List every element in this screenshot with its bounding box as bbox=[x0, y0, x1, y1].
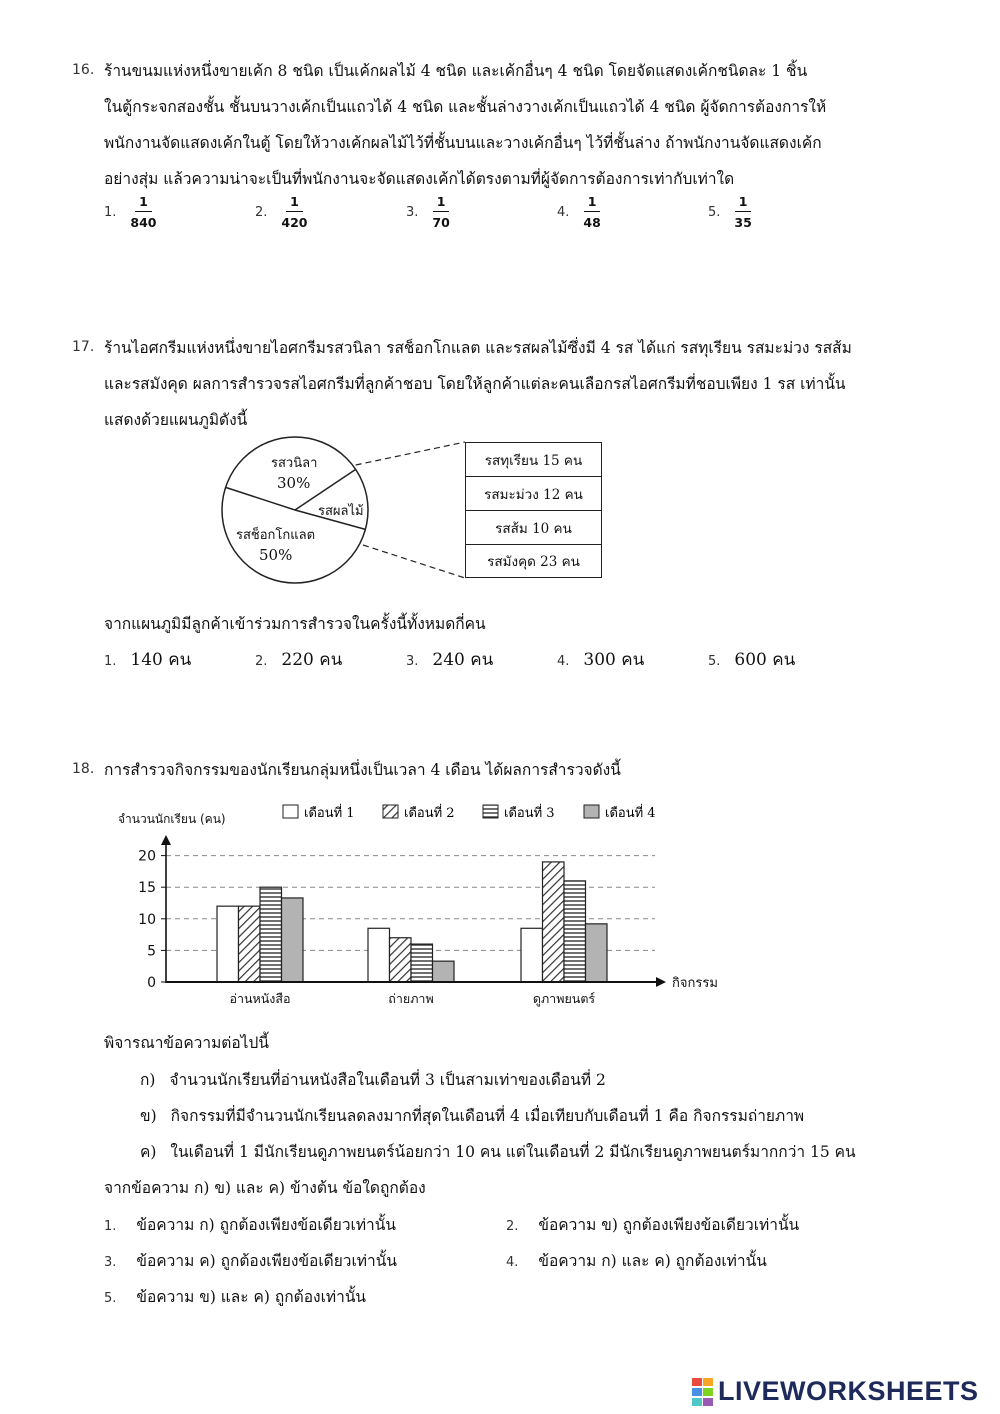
bar-3-month-3 bbox=[564, 881, 586, 982]
q16-option-4[interactable] bbox=[557, 194, 605, 230]
bar-1-month-3 bbox=[260, 887, 282, 982]
fruit-row-durian: รสทุเรียน 15 คน bbox=[466, 443, 601, 477]
statement-kho bbox=[140, 1103, 804, 1128]
q18-question: จากข้อความ ก) ข) และ ค) ข้างต้น ข้อใดถูกต้อง bbox=[104, 1179, 426, 1197]
bar-2-month-1 bbox=[368, 928, 390, 982]
fruit-breakdown-table bbox=[465, 442, 602, 578]
fraction: $\frac{1}{48}$ bbox=[583, 194, 601, 230]
q18-intro: การสำรวจกิจกรรมของนักเรียนกลุ่มหนึ่งเป็นเวลา 4 เดือน ได้ผลการสำรวจดังนี้ bbox=[104, 761, 621, 779]
pie-pct-vanilla: 30% bbox=[277, 474, 311, 492]
option-number: 1. bbox=[104, 204, 117, 220]
legend-label-month-3: เดือนที่ 3 bbox=[504, 806, 555, 821]
chart-legend bbox=[283, 804, 656, 821]
y-tick-label: 20 bbox=[138, 848, 156, 865]
statement-label: ค) bbox=[140, 1143, 157, 1161]
q18-option-2[interactable] bbox=[506, 1212, 799, 1237]
fraction: $\frac{1}{70}$ bbox=[432, 194, 450, 230]
option-text: ข้อความ ค) ถูกต้องเพียงข้อเดียวเท่านั้น bbox=[136, 1252, 397, 1270]
bar-2-month-4 bbox=[433, 961, 455, 982]
option-number: 2. bbox=[255, 204, 268, 220]
bar-1-month-4 bbox=[282, 898, 304, 982]
fruit-row-mango: รสมะม่วง 12 คน bbox=[466, 477, 601, 511]
q16-line-2: ในตู้กระจกสองชั้น ชั้นบนวางเค้กเป็นแถวได้ 4 ชนิด และชั้นล่างวางเค้กเป็นแถวได้ 4 ชนิด ผู้จัดการต้องการให้ bbox=[104, 98, 827, 116]
y-tick-label: 15 bbox=[138, 880, 156, 897]
q16-line-3: พนักงานจัดแสดงเค้กในตู้ โดยให้วางเค้กผลไม้ไว้ที่ชั้นบนและวางเค้กอื่นๆ ไว้ที่ชั้นล่าง ถ้าพนักงานจัดแสดงเค้ก bbox=[104, 134, 822, 152]
y-tick-label: 10 bbox=[138, 911, 156, 928]
option-text: 240 คน bbox=[432, 650, 494, 670]
pie-pct-chocolate: 50% bbox=[259, 546, 293, 564]
option-text: 600 คน bbox=[734, 650, 796, 670]
q18-option-1[interactable] bbox=[104, 1212, 396, 1237]
statement-text: กิจกรรมที่มีจำนวนนักเรียนลดลงมากที่สุดในเดือนที่ 4 เมื่อเทียบกับเดือนที่ 1 คือ กิจกรรมถ่ายภาพ bbox=[170, 1107, 805, 1125]
q18-option-5[interactable] bbox=[104, 1284, 366, 1309]
option-number: 4. bbox=[557, 204, 570, 220]
q16-line-1: ร้านขนมแห่งหนึ่งขายเค้ก 8 ชนิด เป็นเค้กผลไม้ 4 ชนิด และเค้กอื่นๆ 4 ชนิด โดยจัดแสดงเค้กชนิดละ 1 ชิ้น bbox=[104, 62, 808, 80]
q17-option-1[interactable] bbox=[104, 646, 191, 673]
statement-ka bbox=[140, 1067, 606, 1092]
option-number: 1. bbox=[104, 654, 117, 669]
statement-text: จำนวนนักเรียนที่อ่านหนังสือในเดือนที่ 3 เป็นสามเท่าของเดือนที่ 2 bbox=[169, 1071, 606, 1089]
option-number: 3. bbox=[406, 204, 419, 220]
q16-option-5[interactable] bbox=[708, 194, 756, 230]
pie-label-fruit: รสผลไม้ bbox=[318, 504, 364, 519]
fraction: $\frac{1}{840}$ bbox=[130, 194, 157, 230]
statement-label: ก) bbox=[140, 1071, 156, 1089]
bar-2-month-3 bbox=[411, 944, 433, 982]
q18-option-3[interactable] bbox=[104, 1248, 397, 1273]
option-number: 5. bbox=[104, 1291, 117, 1306]
fraction: $\frac{1}{35}$ bbox=[734, 194, 752, 230]
legend-label-month-4: เดือนที่ 4 bbox=[605, 806, 656, 821]
q16-number: 16. bbox=[72, 62, 95, 78]
option-number: 3. bbox=[406, 654, 419, 669]
q16-option-3[interactable] bbox=[406, 194, 454, 230]
option-number: 2. bbox=[506, 1219, 519, 1234]
x-axis-title: กิจกรรม bbox=[672, 976, 718, 991]
option-number: 5. bbox=[708, 204, 721, 220]
liveworksheets-logo[interactable] bbox=[692, 1376, 979, 1407]
bar-2-month-2 bbox=[390, 938, 412, 982]
fruit-row-mangosteen: รสมังคุด 23 คน bbox=[487, 553, 580, 570]
bar-3-month-2 bbox=[543, 862, 565, 982]
liveworksheets-icon bbox=[692, 1378, 714, 1406]
option-text: 140 คน bbox=[130, 650, 192, 670]
statement-kho-khwai bbox=[140, 1139, 856, 1164]
option-number: 3. bbox=[104, 1255, 117, 1270]
y-tick-label: 5 bbox=[147, 943, 156, 960]
pie-label-chocolate: รสช็อกโกแลต bbox=[236, 528, 316, 543]
y-axis-arrow-icon bbox=[161, 835, 171, 845]
legend-swatch-month-2 bbox=[383, 805, 398, 818]
q16-line-4: อย่างสุ่ม แล้วความน่าจะเป็นที่พนักงานจะจัดแสดงเค้กได้ตรงตามที่ผู้จัดการต้องการเท่ากับเท่าใด bbox=[104, 170, 735, 188]
x-category-label: ดูภาพยนตร์ bbox=[532, 991, 596, 1006]
legend-swatch-month-1 bbox=[283, 805, 298, 818]
legend-label-month-1: เดือนที่ 1 bbox=[304, 806, 355, 821]
q17-option-4[interactable] bbox=[557, 646, 644, 673]
q18-option-4[interactable] bbox=[506, 1248, 767, 1273]
statement-label: ข) bbox=[140, 1107, 157, 1125]
option-number: 1. bbox=[104, 1219, 117, 1234]
legend-swatch-month-3 bbox=[483, 805, 498, 818]
option-text: ข้อความ ข) และ ค) ถูกต้องเท่านั้น bbox=[136, 1288, 367, 1306]
q17-line-2: และรสมังคุด ผลการสำรวจรสไอศกรีมที่ลูกค้าชอบ โดยให้ลูกค้าแต่ละคนเลือกรสไอศกรีมที่ชอบเพียง 1 รส เท่านั้น bbox=[104, 375, 846, 393]
q17-option-2[interactable] bbox=[255, 646, 342, 673]
x-axis-arrow-icon bbox=[656, 977, 666, 987]
fraction: $\frac{1}{420}$ bbox=[281, 194, 308, 230]
bar-1-month-1 bbox=[217, 906, 239, 982]
bar-3-month-4 bbox=[586, 924, 608, 982]
brand-name: LIVEWORKSHEETS bbox=[718, 1376, 979, 1406]
option-text: ข้อความ ก) และ ค) ถูกต้องเท่านั้น bbox=[538, 1252, 767, 1270]
option-text: ข้อความ ก) ถูกต้องเพียงข้อเดียวเท่านั้น bbox=[136, 1216, 396, 1234]
bar-1-month-2 bbox=[239, 906, 261, 982]
option-number: 2. bbox=[255, 654, 268, 669]
option-number: 4. bbox=[557, 654, 570, 669]
q17-line-3: แสดงด้วยแผนภูมิดังนี้ bbox=[104, 411, 248, 429]
option-text: ข้อความ ข) ถูกต้องเพียงข้อเดียวเท่านั้น bbox=[538, 1216, 800, 1234]
q18-consider: พิจารณาข้อความต่อไปนี้ bbox=[104, 1034, 269, 1052]
zoom-line-top bbox=[356, 442, 465, 465]
q17-number: 17. bbox=[72, 339, 95, 355]
q17-option-3[interactable] bbox=[406, 646, 493, 673]
fruit-row-orange: รสส้ม 10 คน bbox=[466, 511, 601, 545]
x-category-label: ถ่ายภาพ bbox=[388, 991, 434, 1006]
q18-number: 18. bbox=[72, 761, 95, 777]
option-number: 5. bbox=[708, 654, 721, 669]
activity-bar-chart bbox=[100, 795, 740, 1015]
option-text: 220 คน bbox=[281, 650, 343, 670]
y-tick-label: 0 bbox=[147, 975, 156, 991]
q17-option-5[interactable] bbox=[708, 646, 795, 673]
legend-label-month-2: เดือนที่ 2 bbox=[404, 806, 455, 821]
option-text: 300 คน bbox=[583, 650, 645, 670]
y-axis-title: จำนวนนักเรียน (คน) bbox=[118, 812, 226, 826]
zoom-line-bottom bbox=[363, 545, 465, 578]
statement-text: ในเดือนที่ 1 มีนักเรียนดูภาพยนตร์น้อยกว่า 10 คน แต่ในเดือนที่ 2 มีนักเรียนดูภาพยนตร์มากกว่า 15 คน bbox=[170, 1143, 856, 1161]
option-number: 4. bbox=[506, 1255, 519, 1270]
q17-question: จากแผนภูมิมีลูกค้าเข้าร่วมการสำรวจในครั้งนี้ทั้งหมดกี่คน bbox=[104, 615, 486, 633]
x-category-label: อ่านหนังสือ bbox=[229, 991, 291, 1006]
q16-option-2[interactable] bbox=[255, 194, 312, 230]
q17-line-1: ร้านไอศกรีมแห่งหนึ่งขายไอศกรีมรสวนิลา รสช็อกโกแลต และรสผลไม้ซึ่งมี 4 รส ได้แก่ รสทุเรียน รสมะม่วง รสส้ม bbox=[104, 339, 852, 357]
pie-label-vanilla: รสวนิลา bbox=[271, 456, 318, 471]
bar-3-month-1 bbox=[521, 928, 543, 982]
q16-option-1[interactable] bbox=[104, 194, 161, 230]
legend-swatch-month-4 bbox=[584, 805, 599, 818]
